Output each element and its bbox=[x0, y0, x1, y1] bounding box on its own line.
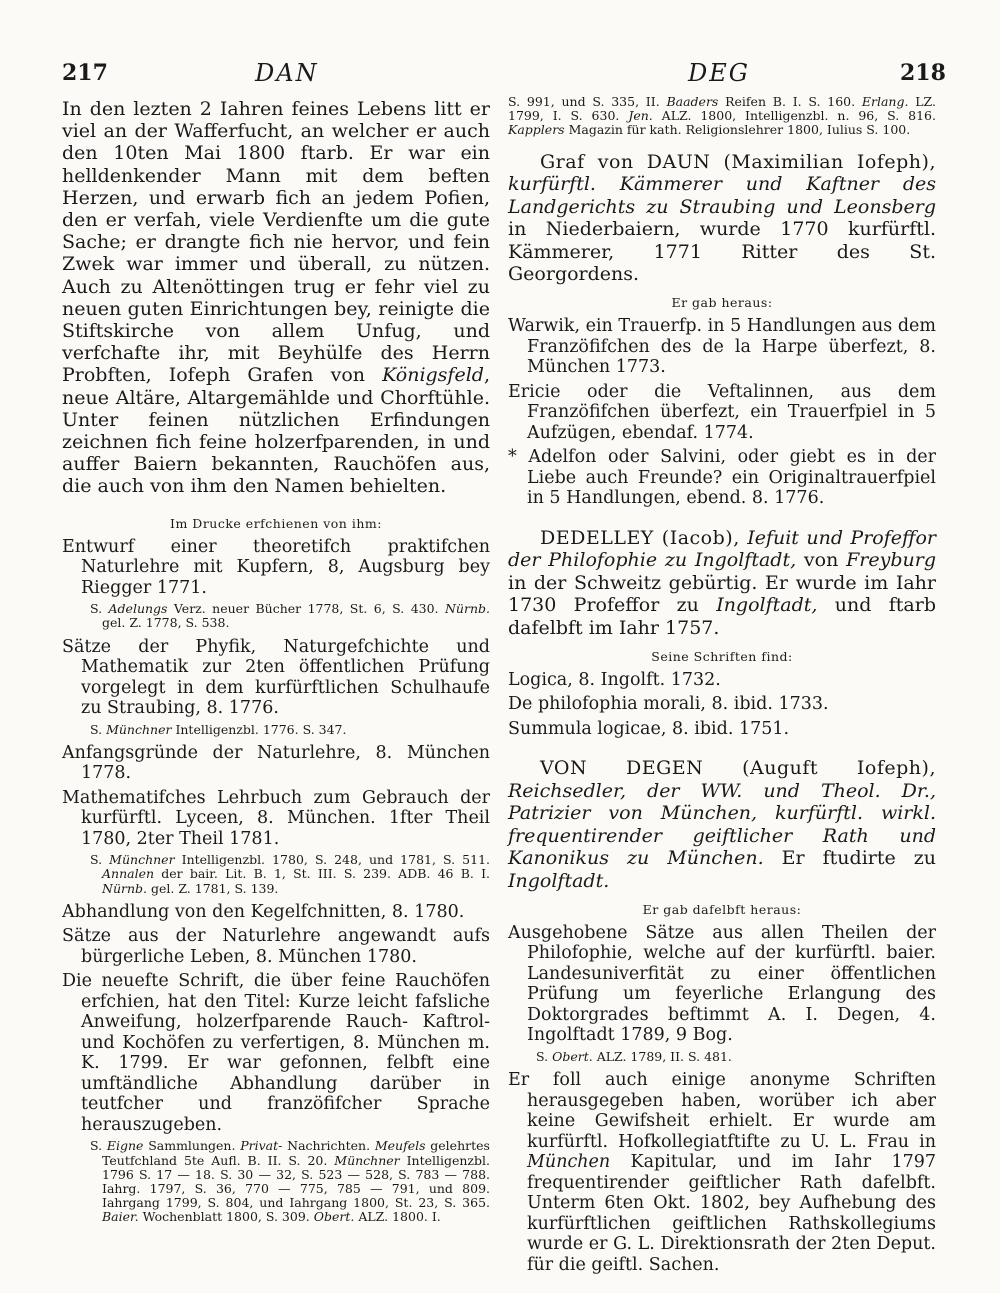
work-note: S. Adelungs Verz. neuer Bücher 1778, St. 6, S. 430. Nürnb. gel. Z. 1778, S. 538. bbox=[90, 601, 490, 631]
catchword-right: DEG bbox=[688, 59, 750, 87]
work-entry: Warwik, ein Trauerfp. in 5 Handlungen aus dem Franzöfifchen des de la Harpe überfezt, 8. München 1773. bbox=[508, 316, 936, 378]
work-entry: Ericie oder die Veftalinnen, aus dem Franzöfifchen überfezt, ein Trauerfpiel in 5 Aufzügen, ebendaf. 1774. bbox=[508, 381, 936, 443]
publications-heading: Er gab heraus: bbox=[671, 295, 773, 311]
work-entry: Die neuefte Schrift, die über feine Rauchöfen erfchien, hat den Titel: Kurze leicht fafsliche Anweifung, holzerfparende Rauch- Kaftrol- und Kochöfen zu verfertigen, 8. München m. K. 1799. Er war gefonnen, felbft eine umftändliche Abhandlung darüber in teutfcher und franzöfifcher Sprache herauszugeben. bbox=[62, 971, 490, 1135]
work-entry: Summula logicae, 8. ibid. 1751. bbox=[508, 718, 790, 739]
work-note: S. Obert. ALZ. 1789, II. S. 481. bbox=[536, 1048, 732, 1064]
work-note: S. Eigne Sammlungen. Privat- Nachrichten. Meufels gelehrtes Teutfchland 5te Aufl. B. II. S. 20. Münchner Intelligenzbl. 1796 S. 17 — 18. S. 30 — 32, S. 523 — 528, S. 783 — 788. Iahrg. 1797, S. 36, 770 — 775, 785 — 791, und 809. Iahrgang 1799, S. 804, und Iahrgang 1800, St. 23, S. 365. Baier. Wochenblatt 1800, S. 309. Obert. ALZ. 1800. I. bbox=[90, 1138, 490, 1225]
entry-degen: VON DEGEN (Auguft Iofeph), Reichsedler, der WW. und Theol. Dr., Patrizier von München, kurfürftl. wirkl. frequentirender geiftlicher Rath und Kanonikus zu München. Er ftudirte zu Ingolftadt. bbox=[508, 757, 936, 892]
work-entry: Anfangsgründe der Naturlehre, 8. München 1778. bbox=[62, 742, 490, 784]
work-entry: Entwurf einer theoretifch praktifchen Naturlehre mit Kupfern, 8, Augsburg bey Riegger 1771. bbox=[62, 536, 490, 598]
continued-note: S. 991, und S. 335, II. Baaders Reifen B. I. S. 160. Erlang. LZ. 1799, I. S. 630. Jen. ALZ. 1800, Intelligenzbl. n. 96, S. 816. Kapplers Magazin für kath. Religionslehrer 1800, Iulius S. 100. bbox=[508, 94, 936, 137]
work-entry: Er foll auch einige anonyme Schriften herausgegeben haben, worüber ich aber keine Gewifsheit erhielt. Er wurde am kurfürftl. Hofkollegiatftifte zu U. L. Frau in München Kapitular, und im Iahr 1797 frequentirender geiftlicher Rath dafelbft. Unterm 6ten Okt. 1802, bey Aufhebung des kurfürftlichen geiftlichen Rathskollegiums wurde er G. L. Direktionsrath der 2ten Deput. für die geiftl. Sachen. bbox=[508, 1070, 936, 1275]
entry-dedelley: DEDELLEY (Iacob), Iefuit und Profeffor der Philofophie zu Ingolftadt, von Freyburg in der Schweitz gebürtig. Er wurde im Iahr 1730 Profeffor zu Ingolftadt, und ftarb dafelbft im Iahr 1757. bbox=[508, 526, 936, 639]
work-note: S. Münchner Intelligenzbl. 1780, S. 248, und 1781, S. 511. Annalen der bair. Lit. B. 1, St. III. S. 239. ADB. 46 B. I. Nürnb. gel. Z. 1781, S. 139. bbox=[90, 852, 491, 896]
publications-heading: Er gab dafelbft heraus: bbox=[642, 901, 802, 917]
work-entry: Mathematifches Lehrbuch zum Gebrauch der kurfürftl. Lyceen, 8. München. 1fter Theil 1780, 2ter Theil 1781. bbox=[62, 787, 490, 849]
page-number-left: 217 bbox=[62, 60, 108, 86]
entry-daun: Graf von DAUN (Maximilian Iofeph), kurfürftl. Kämmerer und Kaftner des Landgerichts zu Straubing und Leonsberg in Niederbaiern, wurde 1770 kurfürftl. Kämmerer, 1771 Ritter des St. Georgordens. bbox=[508, 151, 936, 286]
publications-heading: Seine Schriften find: bbox=[651, 648, 793, 664]
work-entry: Sätze aus der Naturlehre angewandt aufs bürgerliche Leben, 8. München 1780. bbox=[62, 926, 490, 967]
work-entry: Sätze der Phyfik, Naturgefchichte und Mathematik zur 2ten öffentlichen Prüfung vorgelegt in dem kurfürftlichen Schulhaufe zu Straubing, 8. 1776. bbox=[62, 636, 490, 719]
work-entry: Ausgehobene Sätze aus allen Theilen der Philofophie, welche auf der kurfürftl. baier. Landesuniverfität zu einer öffentlichen Prüfung um feyerliche Erlangung des Doktorgrades beftimmt A. I. Degen, 4. Ingolftadt 1789, 9 Bog. bbox=[508, 922, 936, 1046]
entry-name: VON DEGEN (Auguft Iofeph), bbox=[540, 757, 936, 780]
entry-name: Graf von DAUN (Maximilian Iofeph), bbox=[540, 151, 936, 173]
work-entry: * Adelfon oder Salvini, oder giebt es in der Liebe auch Freunde? ein Originaltrauerfpiel in 5 Handlungen, ebend. 8. 1776. bbox=[508, 447, 936, 509]
work-note: S. Münchner Intelligenzbl. 1776. S. 347. bbox=[90, 721, 347, 737]
work-entry: Logica, 8. Ingolft. 1732. bbox=[508, 669, 721, 690]
work-entry: Abhandlung von den Kegelfchnitten, 8. 1780. bbox=[62, 901, 465, 922]
catchword-left: DAN bbox=[255, 59, 319, 87]
page-number-right: 218 bbox=[900, 60, 946, 86]
publications-heading: Im Drucke erfchienen von ihm: bbox=[170, 515, 382, 531]
left-column bbox=[62, 98, 490, 1231]
work-entry: De philofophia morali, 8. ibid. 1733. bbox=[508, 694, 829, 715]
right-column bbox=[508, 95, 936, 1279]
entry-name: DEDELLEY (Iacob), bbox=[540, 526, 740, 549]
biography-paragraph: In den lezten 2 Iahren feines Lebens litt er viel an der Wafferfucht, an welcher er auch den 10ten Mai 1800 ftarb. Er war ein helldenkender Mann mit dem beften Herzen, und erwarb fich an jedem Pofien, den er verfah, viele Verdienfte um die gute Sache; er drangte fich nie hervor, und fein Zwek war immer und überall, zu nützen. Auch zu Altenöttingen trug er fehr viel zu neuen guten Einrichtungen bey, reinigte die Stiftskirche von allem Unfug, und verfchafte ihr, mit Beyhülfe des Herrn Probften, Iofeph Grafen von Königsfeld, neue Altäre, Altargemählde und Chorftühle. Unter feinen nützlichen Erfindungen zeichnen fich feine holzerfparenden, in und auffer Baiern bekannten, Rauchöfen aus, die auch von ihm den Namen behielten. bbox=[62, 98, 490, 498]
